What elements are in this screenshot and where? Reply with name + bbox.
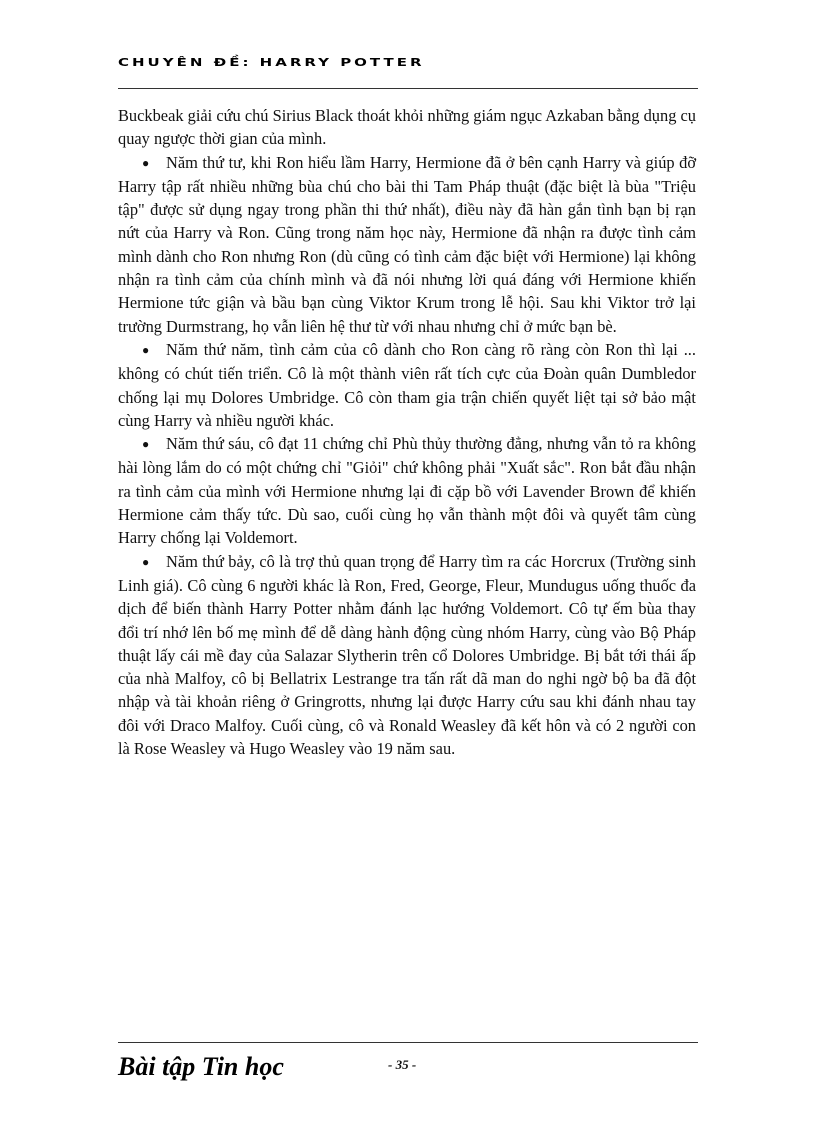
bullet-year-7 bbox=[118, 550, 696, 761]
bullet-year-5 bbox=[118, 338, 696, 432]
document-body bbox=[118, 104, 696, 760]
bullet-text: Năm thứ bảy, cô là trợ thủ quan trọng để Harry tìm ra các Horcrux (Trường sinh Linh giá). Cô cùng 6 người khác là Ron, Fred, George, Fleur, Mundugus uống thuốc đa dịch để biến thành Harry Potter nhằm đánh lạc hướng Voldemort. Cô tự ếm bùa thay đổi trí nhớ lên bố mẹ mình để dễ dàng hành động cùng nhóm Harry, cùng vào Bộ Pháp thuật lấy cái mề đay của Salazar Slytherin trên cổ Dolores Umbridge. Bị bắt tới thái ấp của nhà Malfoy, cô bị Bellatrix Lestrange tra tấn rất dã man do nghi ngờ bộ ba đã đột nhập và tài khoản riêng ở Gringrotts, nhưng lại được Harry cứu sau khi đánh nhau tay đôi với Draco Malfoy. Cuối cùng, cô và Ronald Weasley đã kết hôn và có 2 người con là Rose Weasley và Hugo Weasley vào 19 năm sau. bbox=[118, 551, 696, 759]
bullet-dot-icon: ● bbox=[142, 342, 150, 357]
page-header bbox=[118, 54, 698, 90]
page-number: - 35 - bbox=[388, 1057, 417, 1072]
bullet-text: Năm thứ năm, tình cảm của cô dành cho Ron càng rõ ràng còn Ron thì lại ... không có chút tiến triển. Cô là một thành viên rất tích cực của Đoàn quân Dumbledor chống lại mụ Dolores Umbridge. Cô còn tham gia trận chiến quyết liệt tại sở bảo mật cùng Harry và nhiều người khác. bbox=[118, 339, 696, 430]
header-divider bbox=[118, 88, 698, 89]
bullet-dot-icon: ● bbox=[142, 155, 150, 170]
footer-title: Bài tập Tin học bbox=[118, 1052, 284, 1081]
page-footer bbox=[118, 1040, 698, 1080]
bullet-dot-icon: ● bbox=[142, 437, 150, 452]
bullet-year-4 bbox=[118, 151, 696, 338]
bullet-text: Năm thứ sáu, cô đạt 11 chứng chỉ Phù thủy thường đẳng, nhưng vẫn tỏ ra không hài lòng lắm do có một chứng chỉ "Giỏi" chứ không phải "Xuất sắc". Ron bắt đầu nhận ra tình cảm của mình với Hermione nhưng lại đi cặp bồ với Lavender Brown để khiến Hermione cảm thấy tức. Dù sao, cuối cùng họ vẫn thành một đôi và quyết tâm cùng Harry chống lại Voldemort. bbox=[118, 434, 696, 548]
intro-paragraph: Buckbeak giải cứu chú Sirius Black thoát khỏi những giám ngục Azkaban bằng dụng cụ quay ngược thời gian của mình. bbox=[118, 106, 696, 149]
bullet-year-6 bbox=[118, 432, 696, 549]
footer-divider bbox=[118, 1042, 698, 1043]
bullet-text: Năm thứ tư, khi Ron hiểu lầm Harry, Hermione đã ở bên cạnh Harry và giúp đỡ Harry tập rất nhiều những bùa chú cho bài thi Tam Pháp thuật (đặc biệt là bùa "Triệu tập" được sử dụng ngay trong phần thi thứ nhất), điều này đã hàn gắn tình bạn bị rạn nứt của Harry và Ron. Cũng trong năm học này, Hermione đã nhận ra được tình cảm mình dành cho Ron nhưng Ron (dù cũng có tình cảm đặc biệt với Hermione) lại không nhận ra tình cảm của chính mình và đã nói nhưng lời quá đáng với Hermione khiến Hermione tức giận và bầu bạn cùng Viktor Krum trong lễ hội. Sau khi Viktor trở lại trường Durmstrang, họ vẫn liên hệ thư từ với nhau nhưng chỉ ở mức bạn bè. bbox=[118, 152, 696, 336]
bullet-dot-icon: ● bbox=[142, 554, 150, 569]
header-title: CHUYÊN ĐỀ: HARRY POTTER bbox=[118, 56, 425, 69]
